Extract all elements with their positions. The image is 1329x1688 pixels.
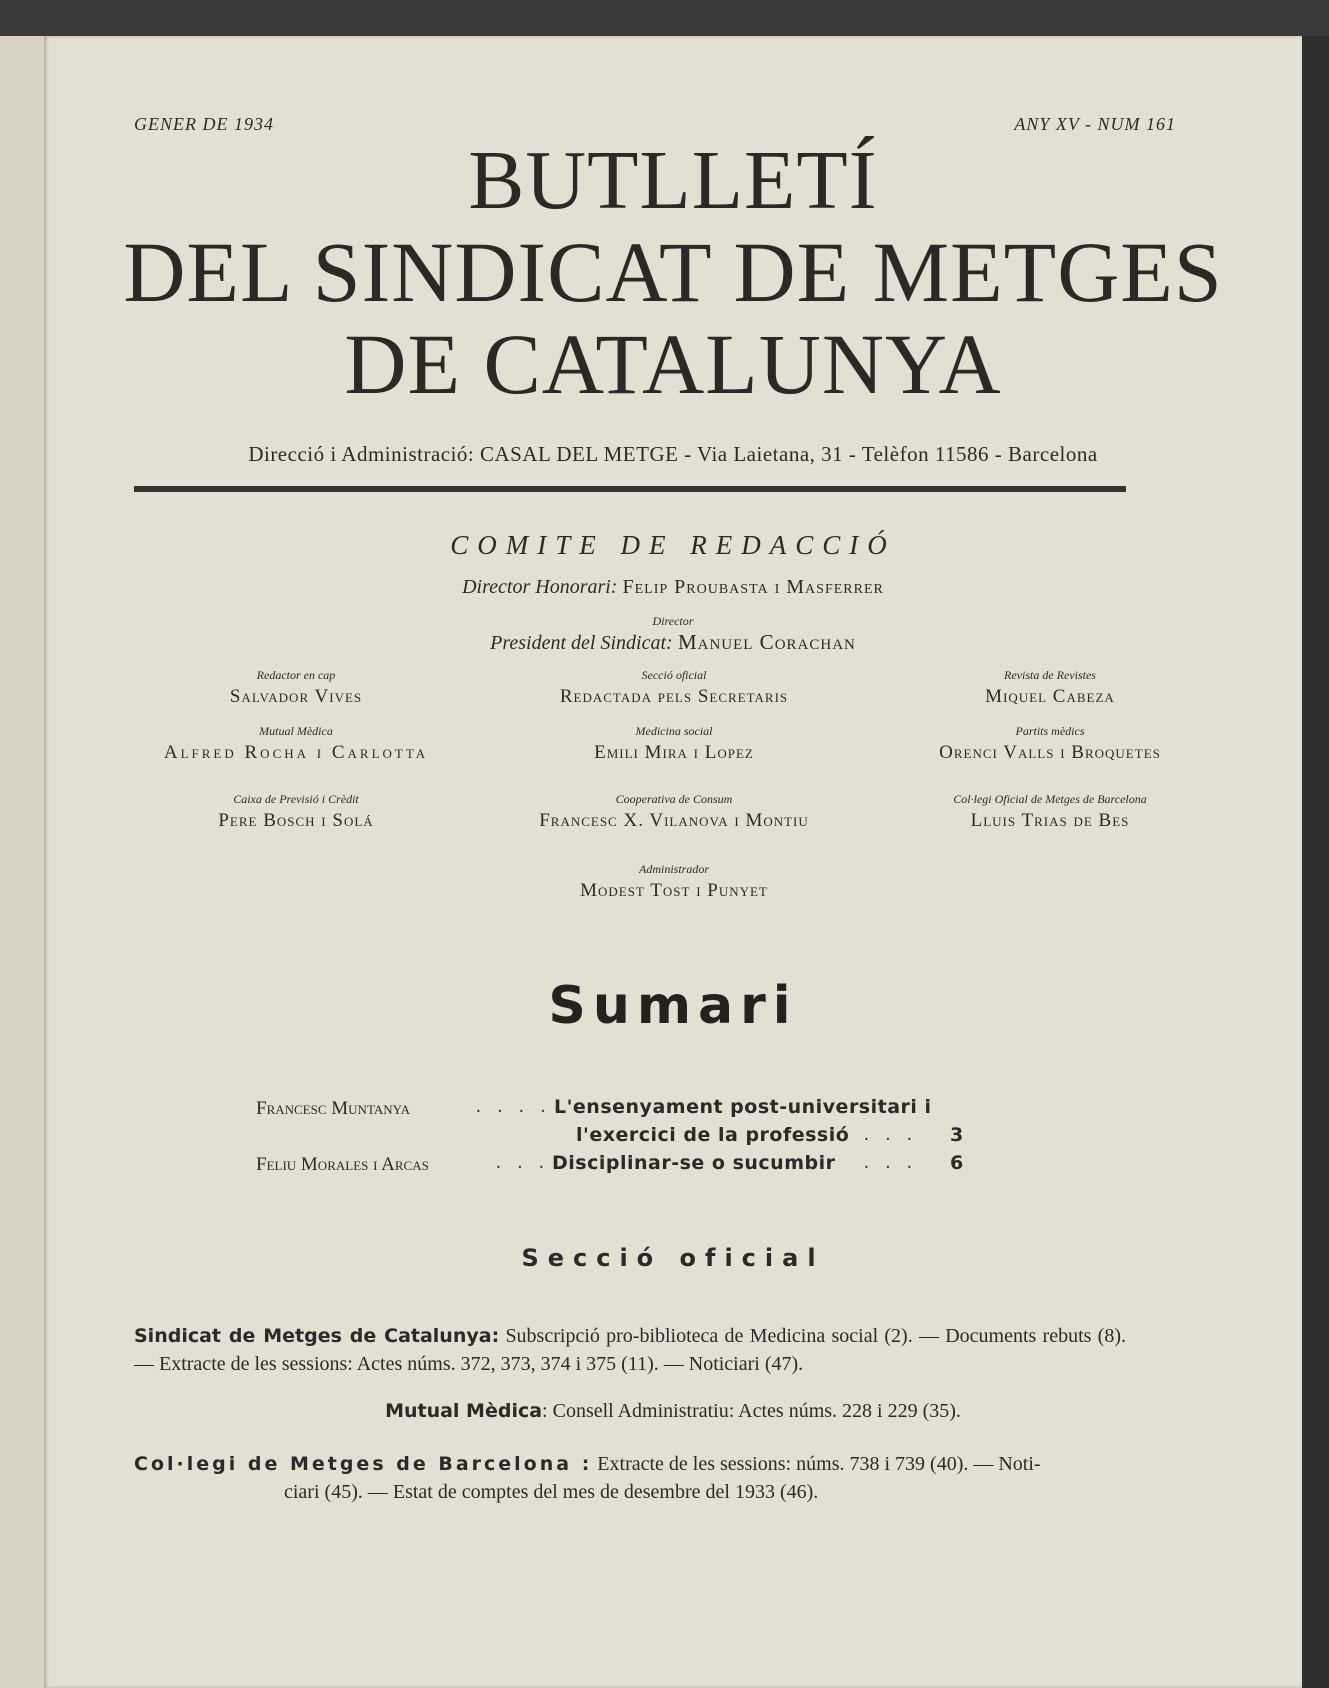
toc-author: Feliu Morales i Arcas [256,1154,429,1175]
honorary-director-role: Director Honorari: [462,576,618,598]
paragraph-label: Col·legi de Metges de Barcelona : [134,1453,593,1475]
paragraph-text: Extracte de les sessions: núms. 738 i 739 (40). — Noti- [597,1453,1041,1475]
committee-member [494,724,854,764]
toc-author: Francesc Muntanya [256,1098,410,1119]
member-role: Secció oficial [641,668,707,682]
paragraph-text: : Consell Administratiu: Actes núms. 228 i 229 (35). [542,1400,961,1422]
issue-number: ANY XV - NUM 161 [1014,114,1176,134]
member-name: Miquel Cabeza [985,686,1115,707]
committee-member [870,792,1230,832]
toc-leader: . . . [864,1124,918,1145]
toc-page: 6 [950,1152,964,1174]
member-name: Orenci Valls i Broquetes [939,742,1161,763]
committee-member [116,668,476,708]
toc-title: Disciplinar-se o sucumbir [552,1152,836,1174]
address-line: Direcció i Administració: CASAL DEL METGE - Via Laietana, 31 - Telèfon 11586 - Barcelona [248,442,1098,466]
member-role: Mutual Mèdica [259,724,333,738]
scan-background [1302,36,1329,1688]
president-director [44,630,1302,655]
member-role: Redactor en cap [256,668,336,682]
journal-cover-page [44,36,1302,1688]
toc-leader: . . . [864,1152,918,1173]
administrator [494,862,854,902]
committee-member [494,668,854,708]
toc-page: 3 [950,1124,964,1146]
previous-page-edge [0,36,46,1688]
official-paragraph-sindicat [134,1322,1126,1378]
member-name: Redactada pels Secretaris [559,686,789,707]
president-name: Manuel Corachan [677,630,856,654]
member-role: Cooperativa de Consum [615,792,733,806]
admin-role: Administrador [638,862,709,876]
committee-member [116,792,476,832]
member-name: Lluis Trias de Bes [970,810,1130,831]
paragraph-text: Subscripció pro-biblioteca de Medicina social (2). — Documents rebuts (8). — Extracte de les sessions: Actes núms. 372, 373, 374 i 375 (11). — Noticiari (47). [134,1325,1127,1375]
member-role: Medicina social [635,724,713,738]
member-role: Col·legi Oficial de Metges de Barcelona [953,792,1147,806]
toc-title: l'exercici de la professió [576,1124,850,1146]
member-name: Salvador Vives [229,686,363,707]
official-section-heading: Secció oficial [521,1244,825,1272]
committee-heading: COMITE DE REDACCIÓ [450,530,896,560]
toc-leader: . . . [496,1152,550,1173]
committee-member [116,724,476,764]
toc-title: L'ensenyament post-universitari i [554,1096,932,1118]
paragraph-label: Sindicat de Metges de Catalunya: [134,1325,500,1347]
member-role: Partits mèdics [1015,724,1085,738]
member-name: Pere Bosch i Solá [218,810,374,831]
paragraph-text: ciari (45). — Estat de comptes del mes de desembre del 1933 (46). [284,1481,819,1503]
member-name: Francesc X. Vilanova i Montiu [539,810,809,831]
masthead-divider [134,486,1126,492]
committee-member [494,792,854,832]
honorary-director-name: Felip Proubasta i Masferrer [622,576,884,598]
masthead-title-line-1: BUTLLETÍ [468,134,878,227]
toc-leader: . . . . [476,1096,552,1117]
masthead-title-line-3: DE CATALUNYA [344,316,1002,412]
committee-member [870,724,1230,764]
committee-member [870,668,1230,708]
official-paragraph-collegi [134,1450,1126,1506]
director-label: Director [652,614,694,628]
paragraph-label: Mutual Mèdica [385,1400,543,1422]
member-role: Caixa de Previsió i Crèdit [233,792,359,806]
member-name: Alfred Rocha i Carlotta [163,742,429,763]
admin-name: Modest Tost i Punyet [580,880,768,901]
president-role: President del Sindicat: [490,632,673,654]
official-paragraph-mutual [44,1400,1302,1423]
issue-date: GENER DE 1934 [134,114,274,134]
honorary-director [44,576,1302,599]
masthead-title-line-2: DEL SINDICAT DE METGES [123,224,1223,320]
summary-heading: Sumari [548,976,798,1036]
member-name: Emili Mira i Lopez [594,742,754,763]
member-role: Revista de Revistes [1004,668,1096,682]
